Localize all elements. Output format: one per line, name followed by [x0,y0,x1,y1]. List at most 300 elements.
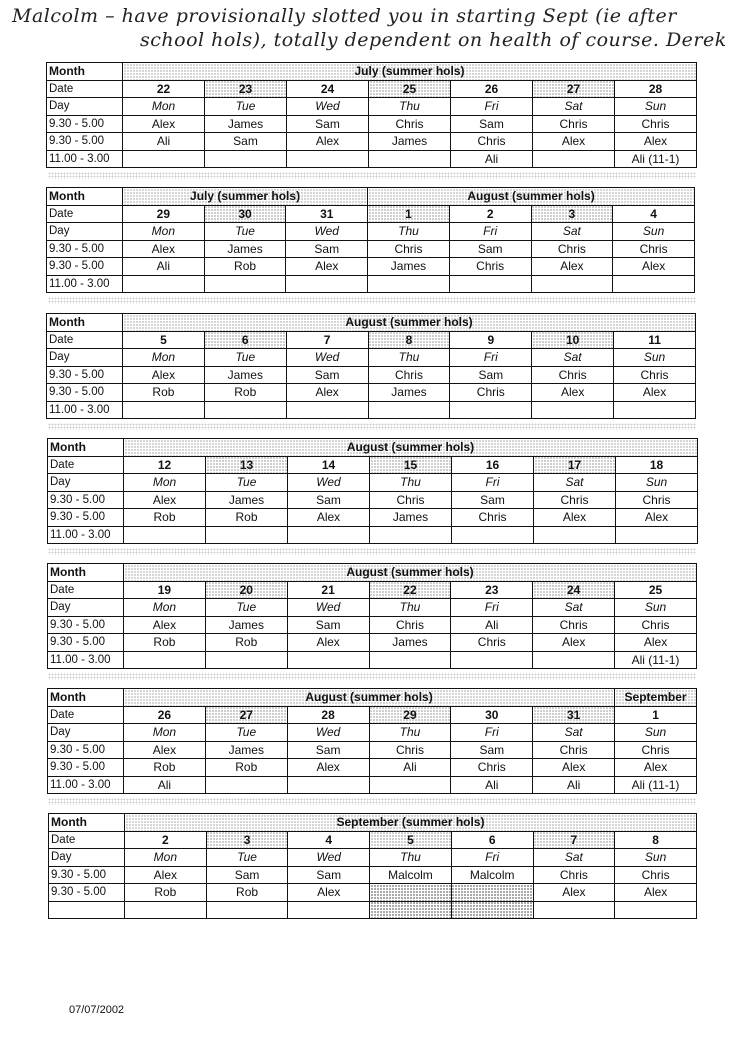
shift-cell: Ali [451,150,533,168]
day-cell: Fri [451,599,533,617]
shift-cell: Alex [533,133,615,151]
shift-cell: Ali [124,776,206,794]
shift-cell: Sam [287,115,369,133]
date-cell: 11 [614,331,696,349]
row-label: 9.30 - 5.00 [47,115,123,133]
shift-cell [286,401,368,419]
day-cell: Sat [533,98,615,116]
date-cell: 1 [615,706,697,724]
date-cell: 2 [125,831,207,849]
row-label: 9.30 - 5.00 [47,366,123,384]
shift-cell [532,401,614,419]
date-cell: 14 [288,456,370,474]
date-cell: 21 [287,581,369,599]
date-cell: 16 [452,456,534,474]
date-cell: 26 [124,706,206,724]
shift-cell: Sam [288,491,370,509]
note-line-2: school hols), totally dependent on health of course. Derek [140,29,727,51]
shift-cell: Alex [533,759,615,777]
shift-cell: Alex [124,491,206,509]
day-cell: Thu [370,474,452,492]
shift-cell: Alex [531,258,613,276]
row-label: Day [47,349,123,367]
day-cell: Mon [123,98,205,116]
date-cell: 17 [534,456,616,474]
row-label: 11.00 - 3.00 [48,526,124,544]
shift-cell [205,150,287,168]
shift-cell: Rob [205,634,287,652]
date-cell: 27 [533,80,615,98]
date-cell: 1 [368,205,450,223]
month-header: August (summer hols) [124,564,697,582]
rota-week-table [47,688,697,794]
shift-cell [451,901,533,919]
day-cell: Wed [286,223,368,241]
date-cell: 7 [533,831,615,849]
shift-cell: Chris [616,491,698,509]
day-cell: Sat [533,849,615,867]
row-label: Date [49,831,125,849]
date-cell: 10 [532,331,614,349]
row-label: 9.30 - 5.00 [47,258,123,276]
shift-cell [452,526,534,544]
row-label: Day [47,98,123,116]
shift-cell: Ali [451,616,533,634]
date-cell: 30 [204,205,286,223]
shift-cell [204,275,286,293]
date-cell: 29 [369,706,451,724]
day-cell: Mon [124,474,206,492]
shift-cell [288,901,370,919]
day-cell: Mon [123,223,205,241]
date-cell: 8 [615,831,697,849]
shift-cell: Chris [531,240,613,258]
shift-cell: Chris [615,741,697,759]
month-header: July (summer hols) [123,188,368,206]
date-cell: 22 [369,581,451,599]
day-cell: Mon [124,599,206,617]
row-label: Date [48,581,124,599]
month-header: August (summer hols) [123,314,696,332]
day-cell: Wed [288,849,370,867]
shift-cell [287,150,369,168]
day-cell: Thu [369,724,451,742]
shift-cell: James [369,133,451,151]
row-label: Date [47,80,123,98]
shift-cell: Alex [613,258,695,276]
shift-cell: Alex [615,634,697,652]
date-cell: 5 [123,331,205,349]
dotted-separator [48,673,696,680]
row-label: 9.30 - 5.00 [48,491,124,509]
day-cell: Wed [288,474,370,492]
date-cell: 5 [370,831,452,849]
day-cell: Mon [125,849,207,867]
shift-cell: James [368,258,450,276]
row-label: Day [49,849,125,867]
row-label [49,901,125,919]
note-line-1: Malcolm – have provisionally slotted you in starting Sept (ie after [12,5,677,27]
month-header: September [615,689,697,707]
shift-cell: Alex [123,115,205,133]
shift-cell: Alex [287,759,369,777]
shift-cell: Chris [449,258,531,276]
shift-cell: Ali (11-1) [615,776,697,794]
day-cell: Thu [369,98,451,116]
shift-cell: Sam [286,240,368,258]
day-cell: Sat [534,474,616,492]
day-cell: Wed [287,724,369,742]
shift-cell: Chris [533,866,615,884]
shift-cell: Alex [616,509,698,527]
shift-cell: Alex [615,884,697,902]
day-cell: Sun [615,599,697,617]
shift-cell [451,884,533,902]
dotted-separator [48,297,696,304]
day-cell: Wed [287,599,369,617]
day-cell: Sun [613,223,695,241]
shift-cell: Malcolm [451,866,533,884]
shift-cell [615,901,697,919]
shift-cell [369,651,451,669]
shift-cell [368,275,450,293]
shift-cell: Alex [124,741,206,759]
shift-cell: James [370,509,452,527]
row-label: 9.30 - 5.00 [48,741,124,759]
shift-cell [370,526,452,544]
shift-cell: Ali [451,776,533,794]
dotted-separator [48,548,696,555]
shift-cell: Chris [615,616,697,634]
shift-cell: Chris [368,366,450,384]
shift-cell: Sam [287,741,369,759]
shift-cell: Chris [533,616,615,634]
shift-cell: Sam [286,366,368,384]
date-cell: 18 [616,456,698,474]
date-cell: 23 [205,80,287,98]
row-label: Day [48,599,124,617]
date-cell: 4 [613,205,695,223]
day-cell: Tue [205,98,287,116]
dotted-separator [48,423,696,430]
shift-cell: Chris [451,634,533,652]
date-cell: 23 [451,581,533,599]
shift-cell: James [204,366,286,384]
day-cell: Thu [368,349,450,367]
date-cell: 28 [287,706,369,724]
shift-cell: Sam [450,366,532,384]
shift-cell: Alex [615,759,697,777]
day-cell: Fri [449,223,531,241]
shift-cell: Rob [205,759,287,777]
row-label: 11.00 - 3.00 [47,150,123,168]
date-cell: 6 [451,831,533,849]
row-label: Date [47,331,123,349]
month-header: August (summer hols) [368,188,695,206]
shift-cell: Chris [534,491,616,509]
date-cell: 6 [204,331,286,349]
shift-cell: Ali [533,776,615,794]
shift-cell [613,275,695,293]
day-cell: Tue [206,849,288,867]
shift-cell: Chris [369,115,451,133]
shift-cell [124,651,206,669]
shift-cell: Sam [449,240,531,258]
date-cell: 31 [286,205,368,223]
shift-cell [369,776,451,794]
row-label: 9.30 - 5.00 [47,240,123,258]
shift-cell: Alex [532,384,614,402]
day-cell: Fri [450,349,532,367]
shift-cell [123,401,205,419]
shift-cell [205,776,287,794]
day-cell: Fri [452,474,534,492]
shift-cell: Alex [287,634,369,652]
shift-cell: Alex [533,634,615,652]
date-cell: 30 [451,706,533,724]
date-cell: 2 [449,205,531,223]
shift-cell [286,275,368,293]
row-label: Month [48,689,124,707]
shift-cell: Rob [125,884,207,902]
shift-cell [370,901,452,919]
date-cell: 28 [615,80,697,98]
shift-cell [206,901,288,919]
shift-cell: Ali (11-1) [615,651,697,669]
row-label: 9.30 - 5.00 [49,866,125,884]
row-label: 11.00 - 3.00 [48,651,124,669]
shift-cell [123,150,205,168]
shift-cell [205,651,287,669]
shift-cell: Alex [615,133,697,151]
shift-cell [123,275,205,293]
shift-cell: Alex [533,884,615,902]
day-cell: Fri [451,98,533,116]
shift-cell: Chris [450,384,532,402]
row-label: 9.30 - 5.00 [49,884,125,902]
day-cell: Tue [204,223,286,241]
shift-cell: James [205,616,287,634]
row-label: 9.30 - 5.00 [48,616,124,634]
date-cell: 12 [124,456,206,474]
shift-cell: Sam [288,866,370,884]
shift-cell [368,401,450,419]
shift-cell [449,275,531,293]
footer-date: 07/07/2002 [69,1004,125,1016]
day-cell: Sat [531,223,613,241]
shift-cell [206,526,288,544]
row-label: Month [47,63,123,81]
shift-cell: Rob [124,759,206,777]
row-label: Month [48,439,124,457]
shift-cell: Chris [451,133,533,151]
shift-cell: James [368,384,450,402]
shift-cell [616,526,698,544]
day-cell: Thu [370,849,452,867]
row-label: 9.30 - 5.00 [48,509,124,527]
date-cell: 9 [450,331,532,349]
shift-cell: Chris [615,115,697,133]
date-cell: 8 [368,331,450,349]
month-header: July (summer hols) [123,63,697,81]
shift-cell: Malcolm [370,866,452,884]
month-header: August (summer hols) [124,689,615,707]
row-label: Date [48,706,124,724]
row-label: Date [48,456,124,474]
row-label: 11.00 - 3.00 [47,275,123,293]
shift-cell [450,401,532,419]
shift-cell: Chris [368,240,450,258]
shift-cell: Chris [452,509,534,527]
row-label: 9.30 - 5.00 [48,759,124,777]
shift-cell: Chris [613,240,695,258]
shift-cell: Ali [369,759,451,777]
shift-cell: Chris [533,115,615,133]
day-cell: Sun [614,349,696,367]
month-header: September (summer hols) [125,814,697,832]
shift-cell [534,526,616,544]
row-label: Date [47,205,123,223]
rota-week-table [47,438,698,544]
shift-cell [287,651,369,669]
shift-cell: Chris [451,759,533,777]
day-cell: Sun [616,474,698,492]
shift-cell: Sam [205,133,287,151]
date-cell: 31 [533,706,615,724]
shift-cell [614,401,696,419]
date-cell: 13 [206,456,288,474]
shift-cell: Sam [451,741,533,759]
day-cell: Sun [615,98,697,116]
row-label: 9.30 - 5.00 [47,384,123,402]
shift-cell: Rob [206,884,288,902]
day-cell: Mon [124,724,206,742]
date-cell: 3 [531,205,613,223]
day-cell: Sun [615,849,697,867]
shift-cell: Chris [533,741,615,759]
shift-cell: James [206,491,288,509]
date-cell: 25 [615,581,697,599]
shift-cell [451,651,533,669]
row-label: 11.00 - 3.00 [48,776,124,794]
shift-cell: Alex [123,366,205,384]
rota-week-table [48,813,697,919]
day-cell: Sat [533,599,615,617]
shift-cell: Chris [532,366,614,384]
shift-cell: Rob [124,634,206,652]
shift-cell [287,776,369,794]
row-label: Day [48,474,124,492]
shift-cell: Sam [287,616,369,634]
shift-cell: James [369,634,451,652]
shift-cell [369,150,451,168]
row-label: 9.30 - 5.00 [48,634,124,652]
date-cell: 20 [205,581,287,599]
shift-cell: Chris [369,741,451,759]
row-label: Month [48,564,124,582]
rota-week-table [46,187,695,293]
dotted-separator [48,798,696,805]
shift-cell: Sam [206,866,288,884]
shift-cell: Rob [204,258,286,276]
date-cell: 4 [288,831,370,849]
shift-cell: Rob [206,509,288,527]
shift-cell [533,150,615,168]
day-cell: Tue [205,599,287,617]
shift-cell: Alex [288,509,370,527]
shift-cell: James [205,115,287,133]
day-cell: Fri [451,849,533,867]
shift-cell [531,275,613,293]
shift-cell: Ali [123,258,205,276]
shift-cell [533,901,615,919]
row-label: 9.30 - 5.00 [47,133,123,151]
rota-week-table [46,313,696,419]
day-cell: Wed [287,98,369,116]
date-cell: 15 [370,456,452,474]
day-cell: Sun [615,724,697,742]
date-cell: 7 [286,331,368,349]
shift-cell: Rob [123,384,205,402]
shift-cell: Chris [369,616,451,634]
shift-cell: Alex [534,509,616,527]
date-cell: 24 [533,581,615,599]
date-cell: 3 [206,831,288,849]
date-cell: 27 [205,706,287,724]
date-cell: 24 [287,80,369,98]
month-header: August (summer hols) [124,439,698,457]
shift-cell: Rob [124,509,206,527]
shift-cell: Alex [124,616,206,634]
shift-cell: Chris [615,866,697,884]
date-cell: 25 [369,80,451,98]
shift-cell: Alex [123,240,205,258]
shift-cell: Alex [286,258,368,276]
shift-cell: Sam [451,115,533,133]
shift-cell: Chris [614,366,696,384]
date-cell: 19 [124,581,206,599]
date-cell: 29 [123,205,205,223]
shift-cell: Alex [288,884,370,902]
shift-cell: Rob [204,384,286,402]
dotted-separator [48,172,696,179]
shift-cell: Sam [452,491,534,509]
shift-cell: James [205,741,287,759]
rota-week-table [47,563,697,669]
row-label: Month [49,814,125,832]
shift-cell [204,401,286,419]
day-cell: Fri [451,724,533,742]
day-cell: Sat [533,724,615,742]
shift-cell [124,526,206,544]
row-label: Day [48,724,124,742]
day-cell: Wed [286,349,368,367]
shift-cell [288,526,370,544]
row-label: Month [47,188,123,206]
day-cell: Tue [205,724,287,742]
shift-cell: Alex [287,133,369,151]
handwritten-note [12,4,742,52]
shift-cell: James [204,240,286,258]
shift-cell: Ali (11-1) [615,150,697,168]
row-label: Day [47,223,123,241]
day-cell: Mon [123,349,205,367]
shift-cell: Alex [614,384,696,402]
shift-cell [125,901,207,919]
row-label: Month [47,314,123,332]
day-cell: Tue [204,349,286,367]
shift-cell: Alex [125,866,207,884]
